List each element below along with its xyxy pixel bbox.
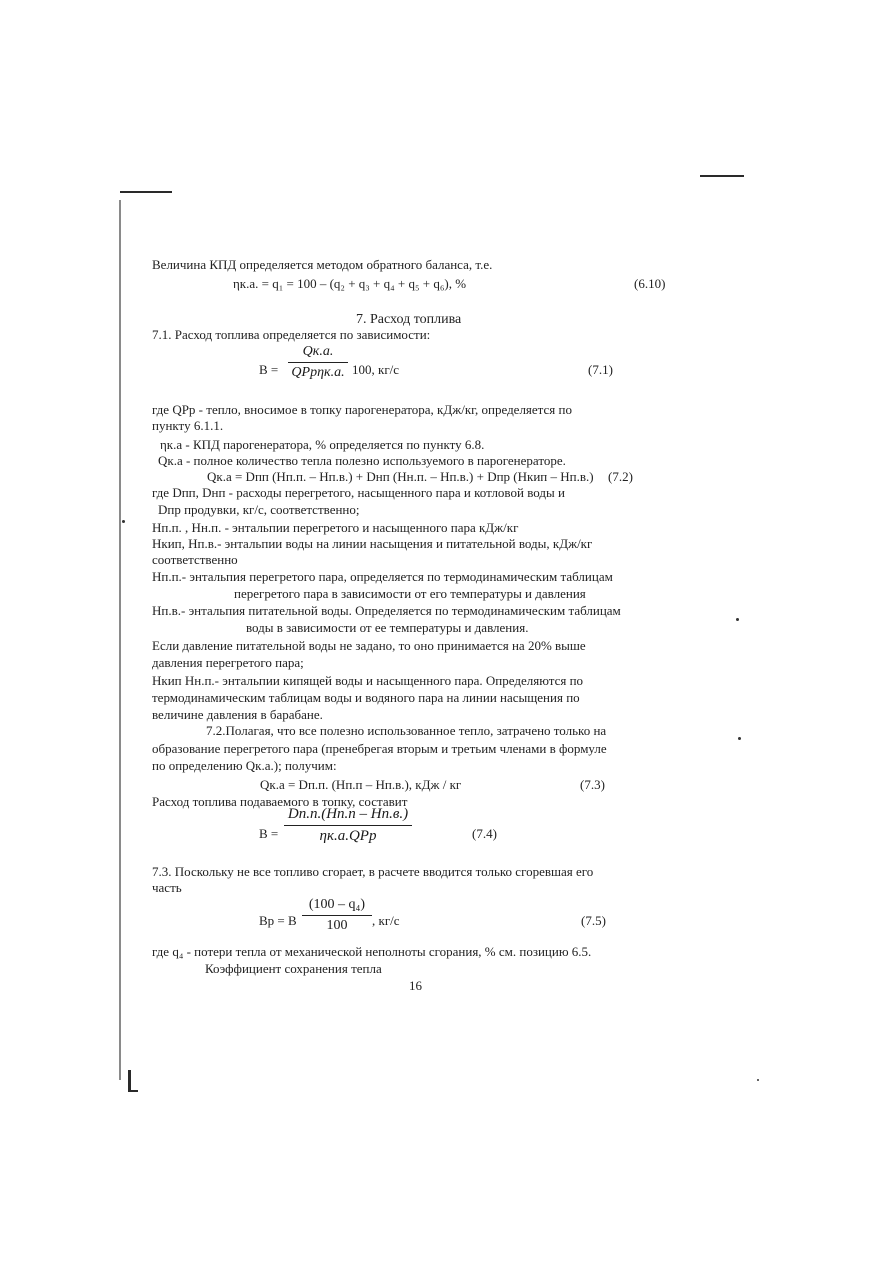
equation-rhs: , кг/с: [372, 913, 400, 928]
text-line: пункту 6.1.1.: [152, 418, 224, 433]
equation-number: (7.5): [581, 913, 606, 928]
text-line: 7.1. Расход топлива определяется по зависимости:: [152, 327, 431, 342]
text-line: где q₄ - потери тепла от механической неполноты сгорания, % см. позицию 6.5.: [152, 944, 592, 959]
text-line: перегретого пара в зависимости от его температуры и давления: [234, 586, 586, 601]
equation-line: Qк.а = Dпп (Hп.п. – Hп.в.) + Dнп (Hн.п. – Hп.в.) + Dпр (Hкип – Hп.в.): [207, 469, 594, 484]
equation-number: (7.3): [580, 777, 605, 792]
text-line: 7.2.Полагая, что все полезно использованное тепло, затрачено только на: [206, 723, 607, 738]
equation-rhs: 100, кг/с: [352, 362, 400, 377]
text-line: где QPр - тепло, вносимое в топку парогенератора, кДж/кг, определяется по: [152, 402, 572, 417]
speck: [738, 737, 741, 740]
text-line: где Dпп, Dнп - расходы перегретого, насыщенного пара и котловой воды и: [152, 485, 565, 500]
text-line: Если давление питательной воды не задано, то оно принимается на 20% выше: [152, 638, 586, 653]
fraction: [288, 344, 348, 381]
fraction-numerator: Dп.п.(Hп.п – Hп.в.): [287, 806, 409, 822]
equation-line: Qк.а = Dп.п. (Hп.п – Hп.в.), кДж / кг: [260, 777, 462, 792]
scan-edge-top-left: [120, 191, 172, 193]
page-number: 16: [409, 978, 422, 993]
speck: [757, 1079, 759, 1081]
text-line: Расход топлива подаваемого в топку, составит: [152, 794, 408, 809]
fraction: [302, 897, 372, 934]
text-line: по определению Qк.а.); получим:: [152, 758, 337, 773]
scan-edge-left: [119, 200, 121, 1080]
speck: [122, 520, 125, 523]
scan-edge-left-bottom: [128, 1070, 131, 1092]
text-line: термодинамическим таблицам воды и водяного пара на линии насыщения по: [152, 690, 580, 705]
text-line: ηк.а - КПД парогенератора, % определяется по пункту 6.8.: [160, 437, 485, 452]
text-line: часть: [152, 880, 182, 895]
equation-lhs: Bр = B: [259, 913, 297, 928]
text-line: Коэффициент сохранения тепла: [205, 961, 382, 976]
text-line: Величина КПД определяется методом обратного баланса, т.е.: [152, 257, 493, 272]
equation-line: ηк.а. = q₁ = 100 – (q₂ + q₃ + q₄ + q₅ + q₆), %: [233, 276, 467, 291]
text-line: образование перегретого пара (пренебрегая вторым и третьим членами в формуле: [152, 741, 607, 756]
fraction-denominator: QPрηк.а.: [291, 365, 345, 380]
fraction-denominator: ηк.а.QPр: [319, 828, 377, 844]
text-line: Dпр продувки, кг/с, соответственно;: [158, 502, 360, 517]
text-line: давления перегретого пара;: [152, 655, 304, 670]
text-line: Hп.п. , Hн.п. - энтальпии перегретого и насыщенного пара кДж/кг: [152, 520, 519, 535]
text-line: Hкип Hн.п.- энтальпии кипящей воды и насыщенного пара. Определяются по: [152, 673, 584, 688]
section-heading: 7. Расход топлива: [356, 312, 462, 327]
equation-number: (7.1): [588, 362, 613, 377]
text-line: Hп.в.- энтальпия питательной воды. Определяется по термодинамическим таблицам: [152, 603, 621, 618]
fraction-bar: [288, 362, 348, 363]
fraction-denominator: 100: [326, 918, 348, 933]
fraction-bar: [284, 825, 412, 826]
scan-edge-left-foot: [128, 1090, 138, 1092]
fraction-bar: [302, 915, 372, 916]
fraction-numerator: (100 – q₄): [308, 897, 366, 912]
equation-number: (6.10): [634, 276, 666, 291]
equation-lhs: B =: [259, 362, 279, 377]
equation-number: (7.4): [472, 826, 497, 841]
scan-edge-top-right: [700, 175, 744, 177]
text-line: Hп.п.- энтальпия перегретого пара, определяется по термодинамическим таблицам: [152, 569, 613, 584]
text-line: 7.3. Поскольку не все топливо сгорает, в расчете вводится только сгоревшая его: [152, 864, 594, 879]
text-line: Hкип, Hп.в.- энтальпии воды на линии насыщения и питательной воды, кДж/кг: [152, 536, 593, 551]
fraction-numerator: Qк.а.: [302, 344, 334, 359]
speck: [736, 618, 739, 621]
text-line: воды в зависимости от ее температуры и давления.: [246, 620, 529, 635]
equation-lhs: B =: [259, 826, 279, 841]
fraction: [284, 806, 412, 845]
equation-number: (7.2): [608, 469, 633, 484]
text-line: величине давления в барабане.: [152, 707, 323, 722]
text-line: соответственно: [152, 552, 238, 567]
text-line: Qк.а - полное количество тепла полезно используемого в парогенераторе.: [158, 453, 566, 468]
